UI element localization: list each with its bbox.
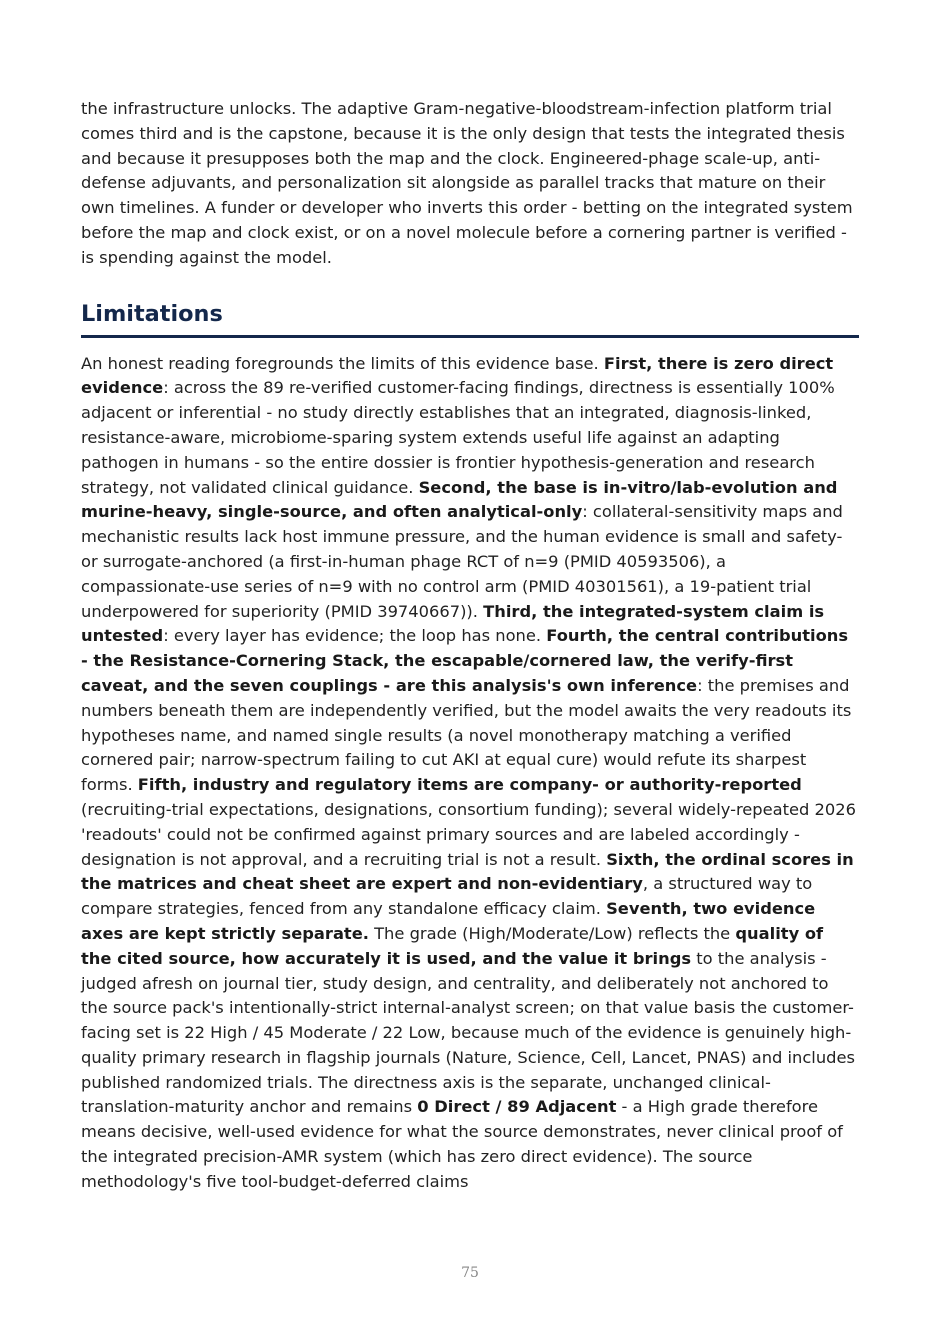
text-run: : collateral-sensitivity maps and mechanistic results lack host immune pressure, and the human evidence is small and safety-or surrogate-anchored (a first-in-human phage RCT of n=9 (PMID 40593506), a compassionate-use series of n=9 with no control arm (PMID 40301561), a 19-patient trial underpowered for superiority (PMID 39740667)).: [81, 502, 843, 621]
bold-text-run: Sixth, the ordinal scores in the matrices and cheat sheet are expert and non-evidentiary: [81, 849, 854, 894]
bold-text-run: First, there is zero direct evidence: [81, 353, 834, 398]
bold-text-run: Fifth, industry and regulatory items are company- or authority-reported: [137, 775, 802, 795]
bold-text-run: Second, the base is in-vitro/lab-evolution and murine-heavy, single-source, and often analytical-only: [81, 477, 838, 522]
text-run: : the premises and numbers beneath them are independently verified, but the model awaits the very readouts its hypotheses name, and named single results (a novel monotherapy matching a verified cornered pair; narrow-spectrum failing to cut AKI at equal cure) would refute its sharpest forms.: [81, 675, 852, 795]
bold-text-run: quality of the cited source, how accurately it is used, and the value it brings: [81, 923, 824, 968]
text-run: : every layer has evidence; the loop has none.: [163, 626, 547, 646]
text-run: An honest reading foregrounds the limits of this evidence base.: [81, 353, 604, 373]
text-run: (recruiting-trial expectations, designations, consortium funding); several widely-repeated 2026 'readouts' could not be confirmed against primary sources and are labeled accordingly - designation is not approval, and a recruiting trial is not a result.: [81, 799, 856, 869]
text-run: , a structured way to compare strategies, fenced from any standalone efficacy claim.: [81, 874, 813, 919]
text-run: : across the 89 re-verified customer-facing findings, directness is essentially 100% adjacent or inferential - no study directly establishes that an integrated, diagnosis-linked, resistance-aware, microbiome-sparing system extends useful life against an adapting pathogen in humans - so the entire dossier is frontier hypothesis-generation and research strategy, not validated clinical guidance.: [81, 378, 835, 497]
intro-paragraph: the infrastructure unlocks. The adaptive Gram-negative-bloodstream-infection platform trial comes third and is the capstone, because it is the only design that tests the integrated thesis and because it presupposes both the map and the clock. Engineered-phage scale-up, anti-defense adjuvants, and personalization sit alongside as parallel tracks that mature on their own timelines. A funder or developer who inverts this order - betting on the integrated system before the map and clock exist, or on a novel molecule before a cornering partner is verified - is spending against the model.: [81, 99, 853, 267]
text-run: - a High grade therefore means decisive, well-used evidence for what the source demonstrates, never clinical proof of the integrated precision-AMR system (which has zero direct evidence). The source methodology's five tool-budget-deferred claims: [81, 1097, 843, 1191]
page-content: [81, 97, 859, 1195]
bold-text-run: Third, the integrated-system claim is untested: [81, 601, 825, 646]
bold-text-run: Seventh, two evidence axes are kept strictly separate.: [81, 899, 816, 943]
text-run: The grade (High/Moderate/Low) reflects the: [368, 923, 736, 943]
bold-text-run: Fourth, the central contributions - the Resistance-Cornering Stack, the escapable/cornered law, the verify-first caveat, and the seven couplings - are this analysis's own inference: [81, 626, 849, 695]
bold-text-run: 0 Direct / 89 Adjacent: [417, 1097, 617, 1117]
limitations-paragraph: [81, 352, 859, 1195]
page-number: 75: [461, 1265, 479, 1281]
section-heading: Limitations: [81, 299, 859, 338]
text-run: to the analysis - judged afresh on journal tier, study design, and centrality, and deliberately not anchored to the source pack's intentionally-strict internal-analyst screen; on that value basis the customer-facing set is 22 High / 45 Moderate / 22 Low, because much of the evidence is genuinely high-quality primary research in flagship journals (Nature, Science, Cell, Lancet, PNAS) and includes published randomized trials. The directness axis is the separate, unchanged clinical-translation-maturity anchor and remains: [81, 948, 855, 1117]
